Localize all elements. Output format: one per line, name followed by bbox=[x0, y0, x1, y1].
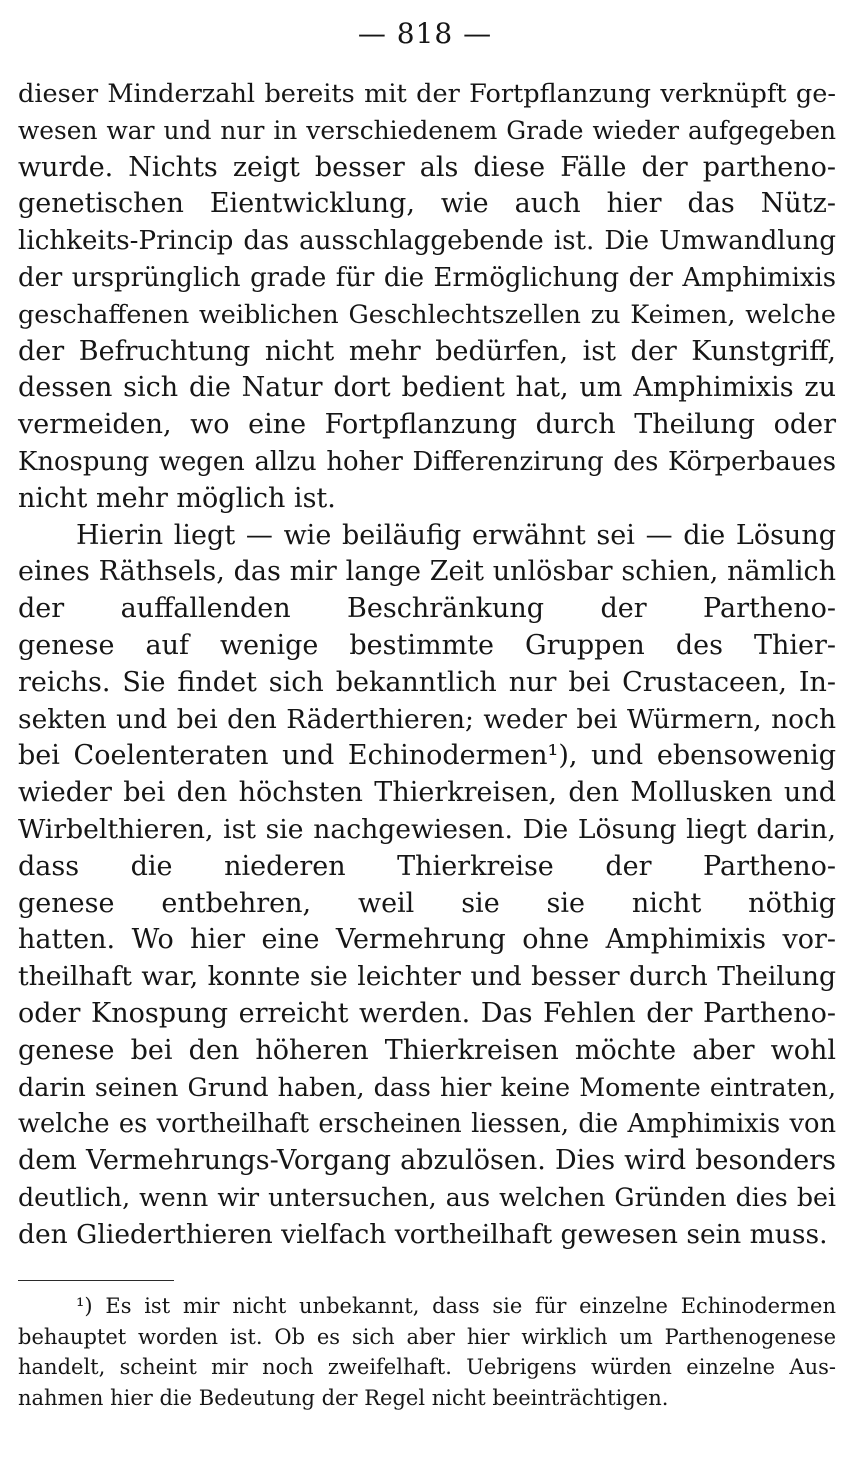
footnote-line: handelt, scheint mir noch zweifelhaft. Uebrigens würden einzelne Aus- bbox=[18, 1355, 836, 1379]
text-line: Wirbelthieren, ist sie nachgewiesen. Die Lösung liegt darin, bbox=[18, 813, 836, 845]
text-line: wieder bei den höchsten Thierkreisen, den Mollusken und bbox=[18, 777, 836, 809]
text-line: welche es vortheilhaft erscheinen liessen, die Amphimixis von bbox=[18, 1109, 836, 1140]
text-line: theilhaft war, konnte sie leichter und besser durch Theilung bbox=[18, 961, 836, 993]
text-line: reichs. Sie findet sich bekanntlich nur bei Crustaceen, In- bbox=[18, 666, 836, 698]
footnote-line: behauptet worden ist. Ob es sich aber hier wirklich um Parthenogenese bbox=[18, 1324, 836, 1349]
text-line: oder Knospung erreicht werden. Das Fehlen der Partheno- bbox=[18, 997, 836, 1029]
text-line: dem Vermehrungs-Vorgang abzulösen. Dies wird besonders bbox=[18, 1145, 836, 1177]
text-line: dessen sich die Natur dort bedient hat, um Amphimixis zu bbox=[18, 372, 836, 404]
paragraph-start-line: Hierin liegt — wie beiläufig erwähnt sei — die Lösung bbox=[76, 519, 836, 551]
text-line: darin seinen Grund haben, dass hier keine Momente eintraten, bbox=[18, 1072, 836, 1102]
footnote-line: nahmen hier die Bedeutung der Regel nicht beeinträchtigen. bbox=[18, 1385, 669, 1410]
paragraph-end-line: den Gliederthieren vielfach vortheilhaft gewesen sein muss. bbox=[18, 1218, 828, 1250]
text-line: wurde. Nichts zeigt besser als diese Fälle der partheno- bbox=[18, 151, 836, 183]
text-line: genese entbehren, weil sie sie nicht nöthig bbox=[18, 887, 836, 919]
paragraph-end-line: nicht mehr möglich ist. bbox=[18, 482, 336, 514]
text-line: geschaffenen weiblichen Geschlechtszellen zu Keimen, welche bbox=[18, 299, 836, 330]
footnote bbox=[18, 1291, 836, 1413]
text-line: vermeiden, wo eine Fortpflanzung durch Theilung oder bbox=[18, 409, 836, 441]
text-line: wesen war und nur in verschiedenem Grade wieder aufgegeben bbox=[18, 115, 836, 145]
text-line: lichkeits-Princip das ausschlaggebende ist. Die Umwandlung bbox=[18, 226, 836, 257]
text-line: der auffallenden Beschränkung der Partheno- bbox=[18, 593, 836, 625]
text-line: Knospung wegen allzu hoher Differenzirung des Körperbaues bbox=[18, 446, 836, 477]
text-line-with-footnote-ref: bei Coelenteraten und Echinodermen¹), und ebensowenig bbox=[18, 740, 836, 772]
footnote-divider bbox=[18, 1280, 174, 1281]
text-line: eines Räthsels, das mir lange Zeit unlösbar schien, nämlich bbox=[18, 556, 836, 588]
footnote-line: ¹) Es ist mir nicht unbekannt, dass sie für einzelne Echinodermen bbox=[76, 1294, 836, 1318]
text-line: hatten. Wo hier eine Vermehrung ohne Amphimixis vor- bbox=[18, 924, 836, 956]
text-line: der Befruchtung nicht mehr bedürfen, ist der Kunstgriff, bbox=[18, 335, 836, 367]
text-line: der ursprünglich grade für die Ermöglichung der Amphimixis bbox=[18, 262, 836, 293]
text-line: dieser Minderzahl bereits mit der Fortpflanzung verknüpft ge- bbox=[18, 79, 836, 109]
main-text bbox=[18, 76, 836, 1254]
text-line: genese bei den höheren Thierkreisen möchte aber wohl bbox=[18, 1034, 836, 1066]
text-line: deutlich, wenn wir untersuchen, aus welchen Gründen dies bei bbox=[18, 1182, 836, 1212]
text-line: genetischen Eientwicklung, wie auch hier das Nütz- bbox=[18, 188, 836, 220]
text-line: sekten und bei den Räderthieren; weder bei Würmern, noch bbox=[18, 703, 836, 735]
page-number: — 818 — bbox=[357, 17, 493, 50]
text-line: genese auf wenige bestimmte Gruppen des Thier- bbox=[18, 629, 836, 661]
text-line: dass die niederen Thierkreise der Partheno- bbox=[18, 850, 836, 882]
